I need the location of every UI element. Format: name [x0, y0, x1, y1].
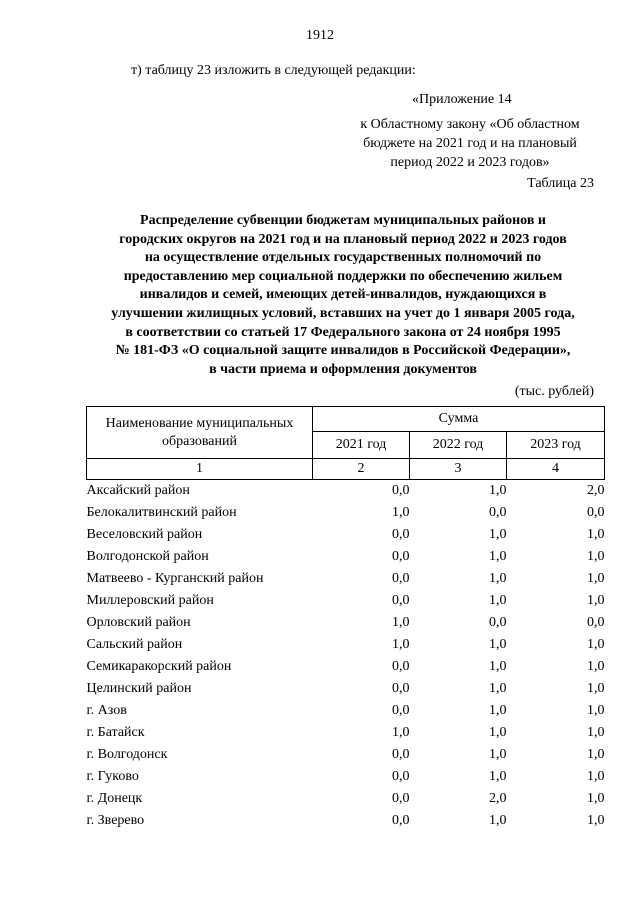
- header-year-2023: 2023 год: [507, 432, 605, 459]
- value-2021: 1,0: [392, 637, 410, 652]
- table-row: [87, 678, 605, 700]
- value-2022: 1,0: [489, 571, 507, 586]
- value-2021: 0,0: [392, 681, 410, 696]
- value-2023: 0,0: [587, 505, 605, 520]
- heading-line: улучшении жилищных условий, вставших на учет до 1 января 2005 года,: [111, 305, 575, 321]
- table-row: [87, 568, 605, 590]
- value-2021: 0,0: [392, 747, 410, 762]
- value-2023: 1,0: [587, 725, 605, 740]
- table-row: [87, 546, 605, 568]
- municipality-name: Аксайский район: [86, 483, 190, 498]
- value-2021: 0,0: [392, 593, 410, 608]
- municipality-name: Матвеево - Курганский район: [86, 571, 264, 586]
- value-2021: 0,0: [392, 813, 410, 828]
- value-2022: 1,0: [489, 527, 507, 542]
- table-row: [87, 480, 605, 503]
- municipality-name: г. Азов: [86, 703, 127, 718]
- value-2021: 0,0: [392, 703, 410, 718]
- heading-line: в части приема и оформления документов: [209, 361, 477, 377]
- table-heading: [78, 212, 608, 379]
- value-2021: 0,0: [392, 769, 410, 784]
- table-row: [87, 590, 605, 612]
- column-number: 3: [410, 459, 507, 480]
- municipality-name: Целинский район: [86, 681, 192, 696]
- value-2022: 0,0: [489, 615, 507, 630]
- value-2021: 0,0: [392, 791, 410, 806]
- municipality-name: Миллеровский район: [86, 593, 214, 608]
- table-row: [87, 612, 605, 634]
- value-2021: 0,0: [392, 483, 410, 498]
- table-row: [87, 656, 605, 678]
- table-body: [87, 480, 605, 833]
- municipality-name: г. Зверево: [86, 813, 145, 828]
- value-2022: 1,0: [489, 637, 507, 652]
- value-2022: 1,0: [489, 593, 507, 608]
- heading-line: Распределение субвенции бюджетам муниципальных районов и: [140, 213, 546, 228]
- table-row: [87, 810, 605, 832]
- value-2023: 1,0: [587, 703, 605, 718]
- municipality-name: г. Гуково: [86, 769, 139, 784]
- value-2023: 1,0: [587, 571, 605, 586]
- value-2023: 1,0: [587, 747, 605, 762]
- column-number: 1: [87, 459, 313, 480]
- heading-line: на осуществление отдельных государственных полномочий по: [144, 250, 542, 266]
- appendix-line: к Областному закону «Об областном: [360, 117, 580, 132]
- value-2023: 1,0: [587, 637, 605, 652]
- column-number: 2: [313, 459, 410, 480]
- value-2023: 1,0: [587, 813, 605, 828]
- value-2023: 1,0: [587, 593, 605, 608]
- table-row: [87, 722, 605, 744]
- value-2021: 0,0: [392, 659, 410, 674]
- value-2023: 1,0: [587, 769, 605, 784]
- heading-line: № 181-ФЗ «О социальной защите инвалидов в Российской Федерации»,: [115, 343, 571, 359]
- value-2022: 1,0: [489, 703, 507, 718]
- value-2022: 1,0: [489, 681, 507, 696]
- value-2022: 1,0: [489, 483, 507, 498]
- value-2022: 1,0: [489, 659, 507, 674]
- header-line: Наименование муниципальных: [105, 415, 294, 431]
- table-label: Таблица 23: [527, 176, 594, 191]
- municipality-name: Веселовский район: [86, 527, 203, 542]
- table-row: [87, 788, 605, 810]
- value-2021: 0,0: [392, 571, 410, 586]
- appendix-line: период 2022 и 2023 годов»: [390, 155, 550, 170]
- value-2022: 1,0: [489, 549, 507, 564]
- heading-line: предоставлению мер социальной поддержки по обеспечению жильем: [123, 268, 563, 284]
- municipality-name: Сальский район: [86, 637, 183, 652]
- table-row: [87, 634, 605, 656]
- value-2022: 1,0: [489, 725, 507, 740]
- municipality-name: г. Волгодонск: [86, 747, 168, 762]
- header-municipality: [87, 407, 313, 459]
- value-2023: 2,0: [587, 483, 605, 498]
- heading-line: инвалидов и семей, имеющих детей-инвалидов, нуждающихся в: [139, 287, 547, 303]
- value-2023: 1,0: [587, 527, 605, 542]
- value-2021: 1,0: [392, 725, 410, 740]
- header-sum: Сумма: [313, 407, 605, 432]
- value-2023: 1,0: [587, 549, 605, 564]
- value-2023: 1,0: [587, 791, 605, 806]
- value-2021: 1,0: [392, 505, 410, 520]
- heading-line: в соответствии со статьей 17 Федерального закона от 24 ноября 1995: [125, 324, 561, 340]
- subvention-table: [86, 406, 605, 832]
- table-row: [87, 766, 605, 788]
- value-2022: 0,0: [489, 505, 507, 520]
- value-2023: 1,0: [587, 681, 605, 696]
- appendix-title: «Приложение 14: [412, 92, 512, 107]
- header-year-2021: 2021 год: [313, 432, 410, 459]
- municipality-name: Белокалитвинский район: [86, 505, 237, 520]
- table-row: [87, 502, 605, 524]
- value-2023: 0,0: [587, 615, 605, 630]
- header-line: образований: [162, 433, 237, 449]
- value-2021: 0,0: [392, 527, 410, 542]
- appendix-reference: [330, 115, 610, 172]
- municipality-name: Волгодонской район: [86, 549, 209, 564]
- heading-line: городских округов на 2021 год и на плановый период 2022 и 2023 годов: [119, 231, 567, 247]
- table-row: [87, 744, 605, 766]
- value-2022: 1,0: [489, 747, 507, 762]
- value-2021: 0,0: [392, 549, 410, 564]
- intro-text: т) таблицу 23 изложить в следующей редакции:: [131, 63, 416, 78]
- value-2022: 1,0: [489, 813, 507, 828]
- value-2022: 2,0: [489, 791, 507, 806]
- municipality-name: Семикаракорский район: [86, 659, 232, 674]
- value-2023: 1,0: [587, 659, 605, 674]
- municipality-name: Орловский район: [86, 615, 191, 630]
- appendix-line: бюджете на 2021 год и на плановый: [363, 136, 577, 151]
- table-row: [87, 524, 605, 546]
- header-year-2022: 2022 год: [410, 432, 507, 459]
- municipality-name: г. Батайск: [86, 725, 145, 740]
- column-number: 4: [507, 459, 605, 480]
- units-label: (тыс. рублей): [514, 384, 594, 399]
- value-2022: 1,0: [489, 769, 507, 784]
- page-number: 1912: [306, 28, 334, 43]
- value-2021: 1,0: [392, 615, 410, 630]
- municipality-name: г. Донецк: [86, 791, 143, 806]
- table-row: [87, 700, 605, 722]
